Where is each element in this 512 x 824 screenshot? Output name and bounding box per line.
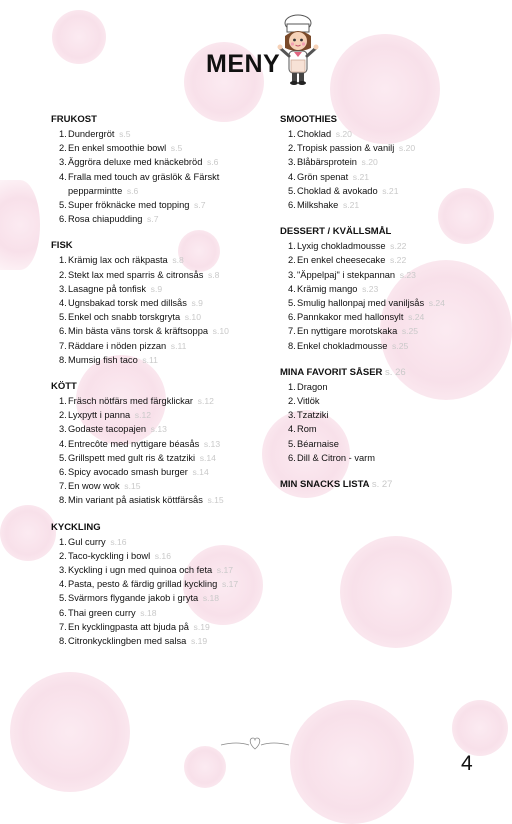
item-page-ref: s.14	[192, 467, 209, 478]
item-page-ref: s.12	[134, 410, 152, 421]
left-column	[51, 113, 276, 661]
list-item	[51, 493, 276, 507]
list-item	[51, 465, 276, 479]
list-item	[280, 437, 505, 451]
item-page-ref: s.5	[170, 143, 183, 154]
item-text: Rosa chiapudding	[68, 214, 143, 225]
item-text: En kycklingpasta att bjuda på	[68, 621, 189, 632]
item-text: Äggröra deluxe med knäckebröd	[68, 157, 203, 168]
item-number: 1.	[59, 396, 67, 407]
list-item	[280, 141, 505, 155]
item-text: Kyckling i ugn med quinoa och feta	[68, 565, 213, 576]
section-heading-text: KYCKLING	[51, 521, 101, 533]
section-heading-text: FISK	[51, 240, 73, 252]
item-page-ref: s.11	[142, 354, 158, 365]
item-page-ref: s.12	[197, 396, 214, 407]
item-number: 6.	[59, 467, 67, 478]
item-text: Pasta, pesto & färdig grillad kyckling	[68, 579, 218, 590]
list-item	[280, 184, 505, 198]
list-item	[51, 549, 276, 563]
item-page-ref: s.7	[147, 214, 159, 225]
item-text: Taco-kyckling i bowl	[68, 550, 151, 561]
list-item	[51, 155, 276, 169]
item-page-ref: s.15	[207, 495, 224, 506]
item-page-ref: s.21	[382, 185, 399, 196]
item-number: 4.	[59, 438, 67, 449]
list-item	[51, 479, 276, 493]
item-number: 5.	[288, 438, 296, 449]
item-page-ref: s.6	[126, 185, 139, 196]
item-page-ref: s.18	[140, 607, 157, 618]
item-number: 8.	[59, 636, 67, 647]
item-page-ref: s.10	[212, 326, 229, 337]
page-title: MENY	[206, 50, 281, 78]
item-number: 2.	[59, 143, 67, 154]
item-number: 3.	[288, 410, 296, 421]
list-item	[51, 422, 276, 436]
section-heading-text: MINA FAVORIT SÅSER	[280, 366, 383, 378]
item-page-ref: s.10	[184, 312, 201, 323]
item-number: 4.	[288, 424, 296, 435]
list-item	[51, 339, 276, 353]
item-page-ref: s.17	[221, 579, 239, 590]
list-item	[51, 170, 276, 198]
item-page-ref: s.24	[428, 298, 445, 309]
item-text: En wow wok	[68, 481, 120, 492]
list-item	[51, 437, 276, 451]
item-number: 4.	[288, 283, 296, 294]
list-item	[51, 634, 276, 648]
list-item	[51, 198, 276, 212]
item-text: Vitlök	[297, 396, 320, 407]
item-page-ref: s.19	[190, 636, 208, 647]
recipe-list	[51, 253, 276, 367]
item-number: 4.	[288, 171, 296, 182]
item-text: Ugnsbakad torsk med dillsås	[68, 298, 187, 309]
item-number: 1.	[59, 129, 67, 139]
item-text: Grön spenat	[297, 171, 349, 182]
item-number: 2.	[288, 255, 296, 266]
menu-section	[51, 380, 276, 508]
recipe-list	[280, 239, 505, 353]
item-text: Milkshake	[297, 200, 339, 211]
item-number: 2.	[59, 410, 67, 421]
menu-section	[280, 225, 505, 353]
background-bubble	[290, 700, 414, 824]
list-item	[280, 239, 505, 253]
background-bubble	[10, 672, 130, 792]
item-page-ref: s.22	[389, 255, 407, 266]
item-text: Choklad & avokado	[297, 185, 378, 196]
section-heading	[51, 239, 276, 252]
list-item	[51, 268, 276, 282]
list-item	[280, 324, 505, 338]
item-text: "Äppelpaj" i stekpannan	[297, 269, 396, 280]
item-number: 1.	[59, 536, 67, 547]
item-text: Godaste tacopajen	[68, 424, 147, 435]
item-page-ref: s.8	[172, 255, 184, 266]
item-text: Dundergröt	[68, 129, 115, 139]
list-item	[280, 310, 505, 324]
item-number: 5.	[288, 298, 296, 309]
list-item	[280, 268, 505, 282]
recipe-list	[280, 127, 505, 212]
item-number: 4.	[59, 171, 67, 182]
item-number: 3.	[59, 157, 67, 168]
item-number: 3.	[288, 269, 296, 280]
item-number: 7.	[59, 481, 67, 492]
list-item	[51, 563, 276, 577]
list-item	[51, 141, 276, 155]
section-page-ref: s. 26	[385, 366, 406, 378]
chef-illustration-icon	[276, 14, 320, 86]
right-column	[280, 113, 505, 504]
item-number: 5.	[59, 593, 67, 604]
item-page-ref: s.16	[154, 550, 171, 561]
section-heading	[280, 478, 505, 491]
list-item	[51, 324, 276, 338]
menu-section	[280, 366, 505, 465]
list-item	[280, 127, 505, 141]
item-text: Béarnaise	[297, 438, 339, 449]
item-number: 8.	[59, 354, 67, 365]
item-number: 4.	[59, 579, 67, 590]
list-item	[280, 253, 505, 267]
section-heading	[280, 225, 505, 238]
item-page-ref: s.18	[202, 593, 220, 604]
item-text: Tropisk passion & vanilj	[297, 143, 395, 154]
item-number: 6.	[288, 452, 296, 463]
section-heading-text: SMOOTHIES	[280, 114, 338, 125]
background-bubble	[0, 505, 56, 561]
item-text: Krämig lax och räkpasta	[68, 255, 168, 266]
item-text: Dill & Citron - varm	[297, 452, 375, 463]
item-page-ref: s.23	[399, 269, 416, 280]
item-page-ref: s.23	[362, 283, 379, 294]
item-number: 7.	[59, 621, 67, 632]
list-item	[51, 451, 276, 465]
section-heading-text: DESSERT / KVÄLLSMÅL	[280, 226, 392, 238]
item-text: Rom	[297, 424, 317, 435]
item-page-ref: s.9	[150, 283, 163, 294]
recipe-list	[51, 127, 276, 226]
section-heading-text: MIN SNACKS LISTA	[280, 479, 370, 491]
item-text: Mumsig fish taco	[68, 354, 138, 365]
background-bubble	[0, 180, 40, 270]
item-number: 3.	[288, 157, 296, 168]
list-item	[51, 408, 276, 422]
list-item	[51, 212, 276, 226]
list-item	[51, 282, 276, 296]
item-text: Min bästa väns torsk & kräftsoppa	[68, 326, 209, 337]
item-number: 7.	[59, 340, 67, 351]
list-item	[280, 155, 505, 169]
item-number: 6.	[59, 214, 67, 225]
menu-section	[51, 113, 276, 226]
item-text: Fralla med touch av gräslök & Färskt pepparmintte	[68, 171, 220, 196]
item-page-ref: s.25	[401, 326, 419, 337]
item-text: Blåbärsprotein	[297, 157, 357, 168]
item-text: En enkel cheesecake	[297, 255, 386, 266]
item-number: 6.	[59, 607, 67, 618]
list-item	[51, 394, 276, 408]
section-page-ref: s. 27	[371, 479, 393, 491]
item-page-ref: s.11	[170, 340, 187, 351]
item-page-ref: s.9	[191, 298, 203, 309]
item-page-ref: s.8	[207, 269, 220, 280]
item-page-ref: s.21	[352, 171, 370, 182]
item-number: 1.	[288, 241, 296, 252]
list-item	[280, 394, 505, 408]
list-item	[280, 282, 505, 296]
item-page-ref: s.20	[398, 143, 416, 154]
list-item	[280, 296, 505, 310]
item-number: 6.	[59, 326, 67, 337]
item-page-ref: s.20	[361, 157, 378, 168]
item-text: Pannkakor med hallonsylt	[297, 312, 404, 323]
item-text: Krämig mango	[297, 283, 358, 294]
item-number: 3.	[59, 424, 67, 435]
list-item	[51, 620, 276, 634]
item-number: 7.	[288, 326, 296, 337]
list-item	[280, 422, 505, 436]
section-heading	[51, 113, 276, 126]
list-item	[51, 296, 276, 310]
list-item	[51, 253, 276, 267]
item-page-ref: s.7	[194, 200, 206, 211]
item-page-ref: s.24	[408, 312, 425, 323]
section-heading-text: FRUKOST	[51, 114, 97, 125]
item-text: Lasagne på tonfisk	[68, 283, 147, 294]
item-text: Thai green curry	[68, 607, 136, 618]
item-page-ref: s.6	[206, 157, 219, 168]
item-number: 2.	[59, 269, 67, 280]
item-number: 4.	[59, 298, 67, 309]
menu-section	[280, 113, 505, 212]
list-item	[51, 127, 276, 141]
item-text: Lyxpytt i panna	[68, 410, 131, 421]
list-item	[51, 606, 276, 620]
item-text: Grillspett med gult ris & tzatziki	[68, 452, 196, 463]
item-text: Spicy avocado smash burger	[68, 467, 188, 478]
item-page-ref: s.22	[390, 241, 407, 252]
item-text: Entrecôte med nyttigare béasås	[68, 438, 200, 449]
item-page-ref: s.25	[392, 340, 409, 351]
item-page-ref: s.5	[119, 129, 131, 139]
menu-section	[51, 521, 276, 649]
background-bubble	[340, 536, 452, 648]
list-item	[51, 591, 276, 605]
menu-section	[51, 239, 276, 367]
background-bubble	[52, 10, 106, 64]
item-number: 1.	[288, 129, 296, 139]
section-heading	[280, 113, 505, 126]
section-heading	[280, 366, 505, 379]
item-text: Dragon	[297, 381, 328, 392]
list-item	[280, 198, 505, 212]
item-number: 8.	[59, 495, 67, 506]
item-text: Stekt lax med sparris & citronsås	[68, 269, 204, 280]
item-text: Choklad	[297, 129, 332, 139]
item-page-ref: s.16	[110, 536, 127, 547]
list-item	[51, 535, 276, 549]
item-number: 1.	[288, 381, 296, 392]
section-heading	[51, 380, 276, 393]
item-number: 5.	[59, 200, 67, 211]
item-text: Räddare i nöden pizzan	[68, 340, 167, 351]
item-number: 1.	[59, 255, 67, 266]
menu-section	[280, 478, 505, 491]
list-item	[280, 170, 505, 184]
section-heading	[51, 521, 276, 534]
list-item	[51, 577, 276, 591]
item-page-ref: s.13	[150, 424, 167, 435]
item-number: 3.	[59, 565, 67, 576]
item-text: En nyttigare morotskaka	[297, 326, 398, 337]
item-page-ref: s.21	[342, 200, 360, 211]
list-item	[280, 339, 505, 353]
item-text: Min variant på asiatisk köttfärsås	[68, 495, 203, 506]
item-text: Enkel chokladmousse	[297, 340, 388, 351]
item-page-ref: s.19	[193, 621, 210, 632]
item-page-ref: s.15	[124, 481, 141, 492]
background-bubble	[184, 746, 226, 788]
item-number: 6.	[288, 312, 296, 323]
item-text: Fräsch nötfärs med färgklickar	[68, 396, 194, 407]
heart-flourish-icon	[219, 732, 291, 752]
item-text: Gul curry	[68, 536, 106, 547]
section-heading-text: KÖTT	[51, 381, 77, 393]
list-item	[280, 408, 505, 422]
recipe-list	[280, 380, 505, 465]
item-number: 6.	[288, 200, 296, 211]
item-page-ref: s.20	[335, 129, 352, 139]
item-number: 5.	[59, 312, 67, 323]
item-text: Super fröknäcke med topping	[68, 200, 190, 211]
recipe-list	[51, 535, 276, 649]
background-bubble	[452, 700, 508, 756]
item-text: Citronkycklingben med salsa	[68, 636, 187, 647]
item-number: 2.	[288, 396, 296, 407]
item-text: Svärmors flygande jakob i gryta	[68, 593, 199, 604]
item-text: En enkel smoothie bowl	[68, 143, 167, 154]
item-number: 5.	[59, 452, 67, 463]
item-page-ref: s.17	[216, 565, 234, 576]
list-item	[51, 310, 276, 324]
item-text: Tzatziki	[297, 410, 329, 421]
recipe-list	[51, 394, 276, 508]
item-number: 5.	[288, 185, 296, 196]
item-number: 2.	[59, 550, 67, 561]
list-item	[280, 380, 505, 394]
list-item	[280, 451, 505, 465]
item-number: 3.	[59, 283, 67, 294]
item-text: Smulig hallonpaj med vaniljsås	[297, 298, 425, 309]
page-number: 4	[461, 752, 473, 775]
item-number: 2.	[288, 143, 296, 154]
item-number: 8.	[288, 340, 296, 351]
item-text: Enkel och snabb torskgryta	[68, 312, 181, 323]
list-item	[51, 353, 276, 367]
item-text: Lyxig chokladmousse	[297, 241, 386, 252]
item-page-ref: s.13	[203, 438, 221, 449]
item-page-ref: s.14	[199, 452, 216, 463]
